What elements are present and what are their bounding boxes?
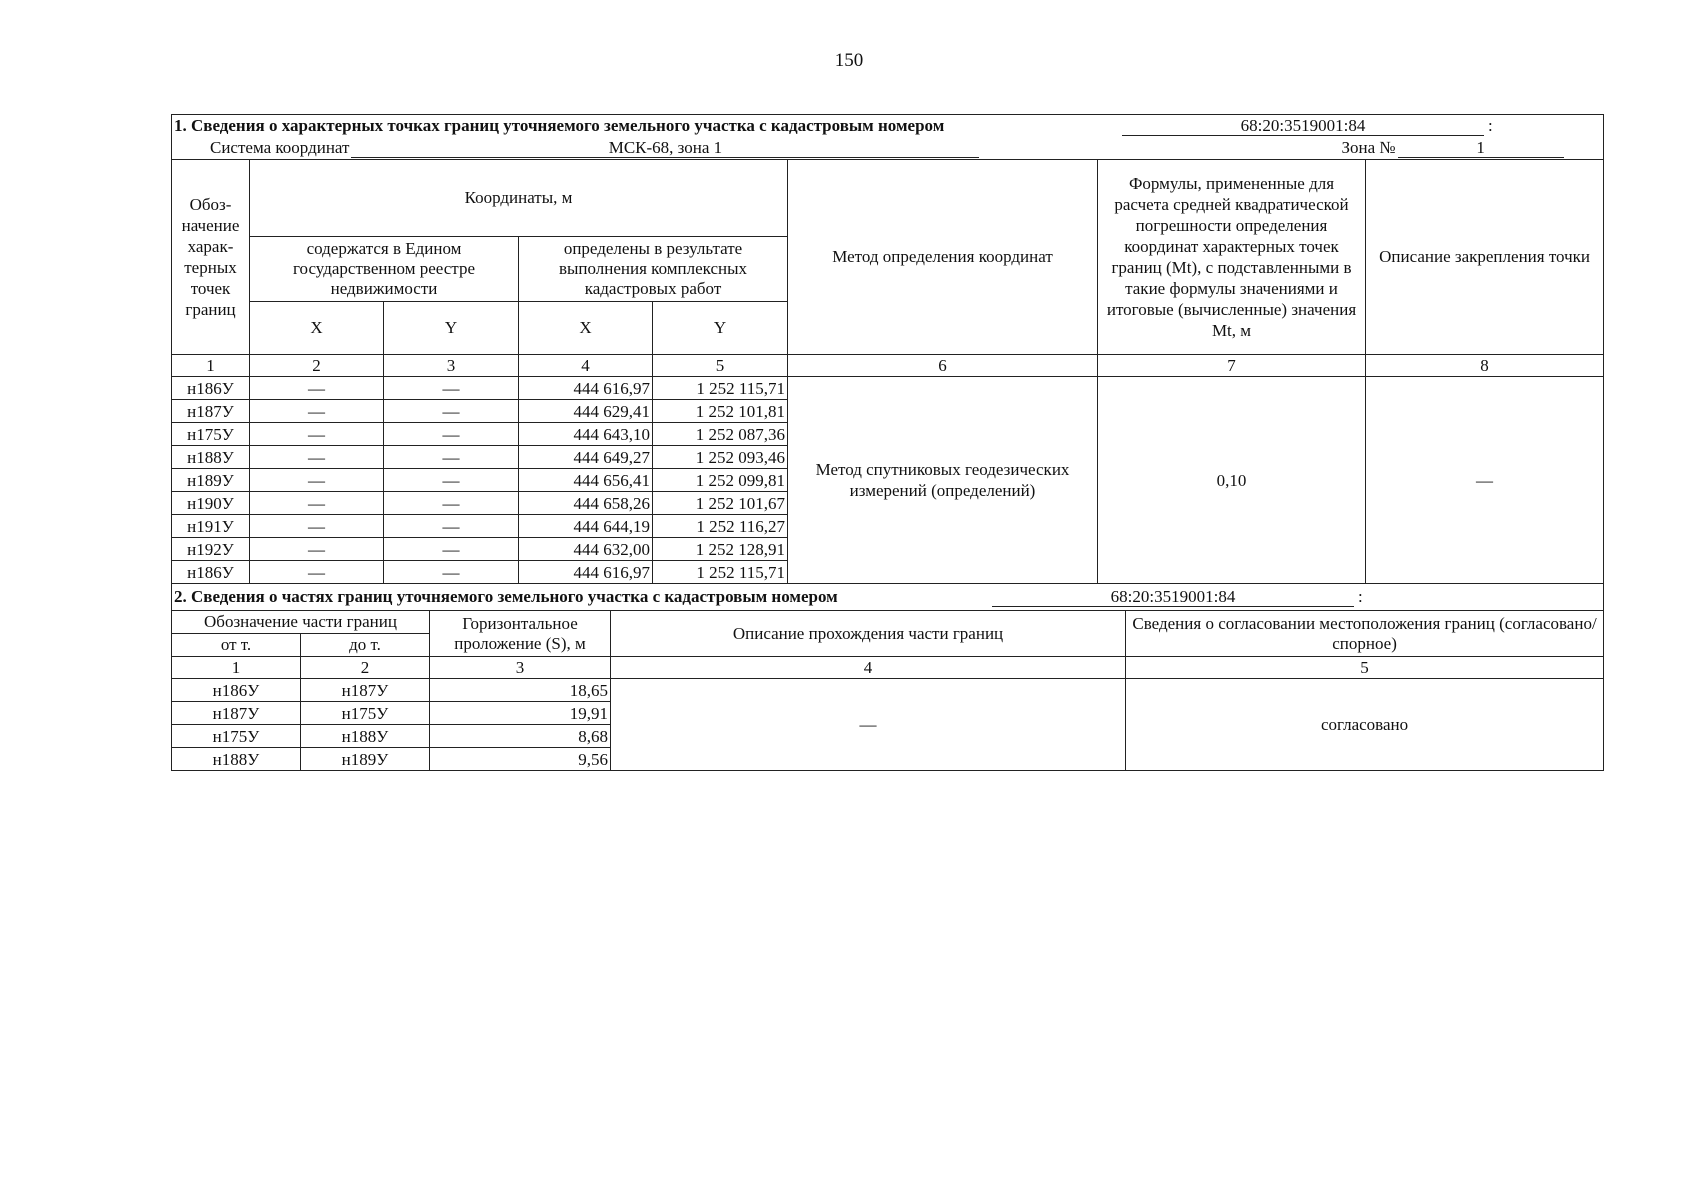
section1-title-row [172,115,1604,138]
header-designation: Обоз-начение харак-терных точек границ [172,160,250,355]
section2-table [171,584,1604,771]
section2-title-row [172,584,1604,611]
header-det-x: X [519,302,653,355]
part-length: 19,91 [430,702,611,725]
part-to: н175У [301,702,430,725]
coord-x: 444 616,97 [519,377,653,400]
document-body [171,114,1603,771]
header-agreement: Сведения о согласовании местоположения границ (согласовано/спорное) [1126,611,1604,657]
egrn-y: — [384,469,519,492]
section2-colon: : [1358,587,1363,606]
coord-y: 1 252 115,71 [653,561,788,584]
col-number: 2 [301,657,430,679]
coord-y: 1 252 099,81 [653,469,788,492]
part-from: н175У [172,725,301,748]
col-number: 5 [653,355,788,377]
coord-x: 444 649,27 [519,446,653,469]
col-number: 4 [519,355,653,377]
egrn-y: — [384,400,519,423]
agreement-value: согласовано [1126,679,1604,771]
part-to: н188У [301,725,430,748]
zone-value: 1 [1398,138,1564,158]
point-name: н192У [172,538,250,561]
point-name: н186У [172,561,250,584]
header-egrn-x: X [250,302,384,355]
col-number: 3 [430,657,611,679]
table-row [172,679,1604,702]
method-value: Метод спутниковых геодезических измерений (определений) [788,377,1098,584]
part-length: 9,56 [430,748,611,771]
coord-system-value: МСК-68, зона 1 [351,138,979,158]
coord-y: 1 252 101,81 [653,400,788,423]
coord-x: 444 629,41 [519,400,653,423]
header-from: от т. [172,634,301,657]
part-length: 18,65 [430,679,611,702]
egrn-y: — [384,538,519,561]
point-name: н189У [172,469,250,492]
coord-x: 444 632,00 [519,538,653,561]
header-formulas: Формулы, примененные для расчета средней квадратической погрешности определения координат характерных точек границ (Mt), с подставленными в такие формулы значениями и итоговые (вычисленные) значения Mt, м [1098,160,1366,355]
section1-cadastral-number: 68:20:3519001:84 [1122,116,1484,136]
part-length: 8,68 [430,725,611,748]
egrn-x: — [250,515,384,538]
point-name: н175У [172,423,250,446]
part-to: н187У [301,679,430,702]
coord-x: 444 658,26 [519,492,653,515]
col-number: 6 [788,355,1098,377]
egrn-x: — [250,538,384,561]
egrn-y: — [384,423,519,446]
egrn-y: — [384,492,519,515]
header-determined: определены в результате выполнения комплексных кадастровых работ [519,237,788,302]
coord-system-label: Система координат [210,138,350,157]
egrn-x: — [250,423,384,446]
header-fixing: Описание закрепления точки [1366,160,1604,355]
point-name: н186У [172,377,250,400]
section1-title: 1. Сведения о характерных точках границ уточняемого земельного участка с кадастровым номером [174,116,945,135]
point-name: н190У [172,492,250,515]
coord-x: 444 656,41 [519,469,653,492]
coord-x: 444 644,19 [519,515,653,538]
header-egrn-y: Y [384,302,519,355]
section2-cadastral-number: 68:20:3519001:84 [992,587,1354,607]
description-value: — [611,679,1126,771]
egrn-x: — [250,492,384,515]
point-name: н187У [172,400,250,423]
part-from: н186У [172,679,301,702]
mt-value: 0,10 [1098,377,1366,584]
part-to: н189У [301,748,430,771]
header-egrn: содержатся в Едином государственном реестре недвижимости [250,237,519,302]
part-from: н187У [172,702,301,725]
coord-y: 1 252 087,36 [653,423,788,446]
section2-title: 2. Сведения о частях границ уточняемого земельного участка с кадастровым номером [174,587,838,606]
header-horizontal: Горизонтальное проложение (S), м [430,611,611,657]
egrn-y: — [384,515,519,538]
coord-y: 1 252 093,46 [653,446,788,469]
col-number: 1 [172,355,250,377]
point-name: н188У [172,446,250,469]
coord-y: 1 252 116,27 [653,515,788,538]
col-number: 1 [172,657,301,679]
table-row [172,377,1604,400]
header-det-y: Y [653,302,788,355]
egrn-y: — [384,377,519,400]
coord-y: 1 252 128,91 [653,538,788,561]
zone-label: Зона № [1341,138,1396,157]
col-number: 2 [250,355,384,377]
egrn-x: — [250,446,384,469]
coord-y: 1 252 115,71 [653,377,788,400]
col-number: 3 [384,355,519,377]
egrn-x: — [250,400,384,423]
header-description: Описание прохождения части границ [611,611,1126,657]
col-number: 4 [611,657,1126,679]
coord-system-row [172,137,1604,160]
header-coordinates: Координаты, м [250,160,788,237]
point-name: н191У [172,515,250,538]
header-to: до т. [301,634,430,657]
egrn-y: — [384,561,519,584]
egrn-x: — [250,377,384,400]
egrn-y: — [384,446,519,469]
section1-colon: : [1488,116,1493,135]
coord-x: 444 616,97 [519,561,653,584]
part-from: н188У [172,748,301,771]
egrn-x: — [250,469,384,492]
egrn-x: — [250,561,384,584]
section1-table [171,114,1604,584]
col-number: 7 [1098,355,1366,377]
header-part-designation: Обозначение части границ [172,611,430,634]
coord-x: 444 643,10 [519,423,653,446]
fixing-value: — [1366,377,1604,584]
coord-y: 1 252 101,67 [653,492,788,515]
header-method: Метод определения координат [788,160,1098,355]
col-number: 8 [1366,355,1604,377]
page-number: 150 [834,50,864,71]
col-number: 5 [1126,657,1604,679]
